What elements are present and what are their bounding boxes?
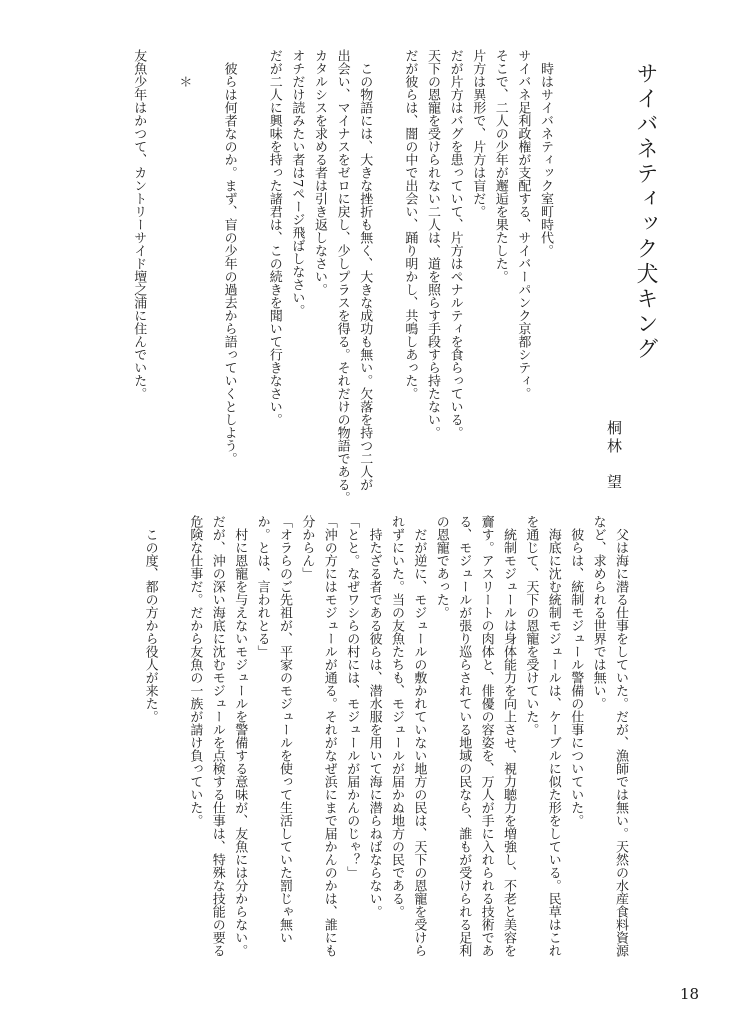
text-line: 時はサイバネティック室町時代。 bbox=[538, 49, 553, 257]
text-line: を通じて、天下の恩寵を受けていた。 bbox=[523, 515, 539, 736]
text-line: 海底に沈む統制モジュールは、ケーブルに似た形をしている。民草はこれ bbox=[545, 515, 561, 957]
text-line: 友魚少年はかつて、カントリーサイド壇之浦に住んでいた。 bbox=[131, 49, 147, 400]
text-line: だが、沖の深い海底に沈むモジュールを点検する仕事は、特殊な技能の要る bbox=[209, 515, 225, 957]
text-line: 天下の恩寵を受けられない二人は、道を照らす手段すら持たない。 bbox=[425, 49, 440, 439]
text-line: 「とと。なぜワシらの村には、モジュールが届かんのじゃ？」 bbox=[344, 515, 360, 879]
text-line: か。とは、言われとる」 bbox=[254, 515, 270, 658]
text-line: 父は海に潜る仕事をしていた。だが、漁師では無い。天然の水産食料資源 bbox=[613, 515, 628, 957]
text-line: れずにいた。当の友魚たちも、モジュールが届かぬ地方の民である。 bbox=[389, 515, 404, 918]
text-line: この物語には、大きな挫折も無く、大きな成功も無い。欠落を持つ二人が bbox=[357, 49, 373, 491]
text-line: だが逆に、モジュールの敷かれていない地方の民は、天下の恩寵を受けら bbox=[411, 515, 427, 957]
text-line: の恩寵であった。 bbox=[433, 515, 449, 619]
text-line: 統制モジュールは身体能力を向上させ、視力聴力を増強し、不老と美容を bbox=[501, 515, 516, 957]
text-line: 彼らは何者なのか。まず、盲の少年の過去から語っていくとしよう。 bbox=[221, 49, 237, 465]
text-line: 分からん」 bbox=[299, 515, 315, 580]
text-line: る、モジュールが張り巡らされている地域の民なら、誰もが受けられる足利 bbox=[456, 515, 472, 957]
text-line: 片方は異形で、片方は盲だ。 bbox=[470, 49, 486, 218]
story-title: サイバネティック犬キング bbox=[633, 62, 658, 362]
text-line: だが片方はバグを患っていて、片方はペナルティを食らっている。 bbox=[447, 49, 463, 439]
text-line: 出会い、マイナスをゼロに戻し、少しプラスを得る。それだけの物語である。 bbox=[334, 49, 350, 504]
text-line: だが彼らは、闇の中で出会い、踊り明かし、共鳴しあった。 bbox=[402, 49, 418, 400]
text-line: カタルシスを求める者は引き返しなさい。 bbox=[312, 49, 327, 296]
text-line: ＊ bbox=[176, 49, 192, 88]
text-line: 持たざる者である彼らは、潜水服を用いて海に潜らねばならない。 bbox=[366, 515, 382, 918]
page-number: 18 bbox=[680, 985, 700, 1003]
text-line: オチだけ読みたい者は7ページ飛ばしなさい。 bbox=[289, 49, 305, 318]
text-line: 齎す。アスリートの肉体と、俳優の容姿を、万人が手に入れられる技術であ bbox=[478, 515, 494, 957]
text-line: そこで、二人の少年が邂逅を果たした。 bbox=[492, 49, 508, 283]
text-line: など、求められる世界では無い。 bbox=[590, 515, 606, 710]
text-line: 危険な仕事だ。だから友魚の一族が請け負っていた。 bbox=[187, 515, 203, 827]
author-name: 桐林 望 bbox=[605, 420, 623, 492]
text-line: サイバネ足利政権が支配する、サイバーパンク京都シティ。 bbox=[515, 49, 531, 400]
text-line: この度、都の方から役人が来た。 bbox=[142, 515, 158, 723]
text-line: 彼らは、統制モジュール警備の仕事についていた。 bbox=[568, 515, 584, 827]
text-line: 「沖の方にはモジュールが通る。それがなぜ浜にまで届かんのかは、誰にも bbox=[321, 515, 337, 957]
text-line: 村に恩寵を与えないモジュールを警備する意味が、友魚には分からない。 bbox=[232, 515, 248, 957]
text-line: だが二人に興味を持った諸君は、この続きを聞いて行きなさい。 bbox=[266, 49, 282, 426]
text-line: 「オラらのご先祖が、平家のモジュールを使って生活していた罰じゃ無い bbox=[277, 515, 292, 944]
